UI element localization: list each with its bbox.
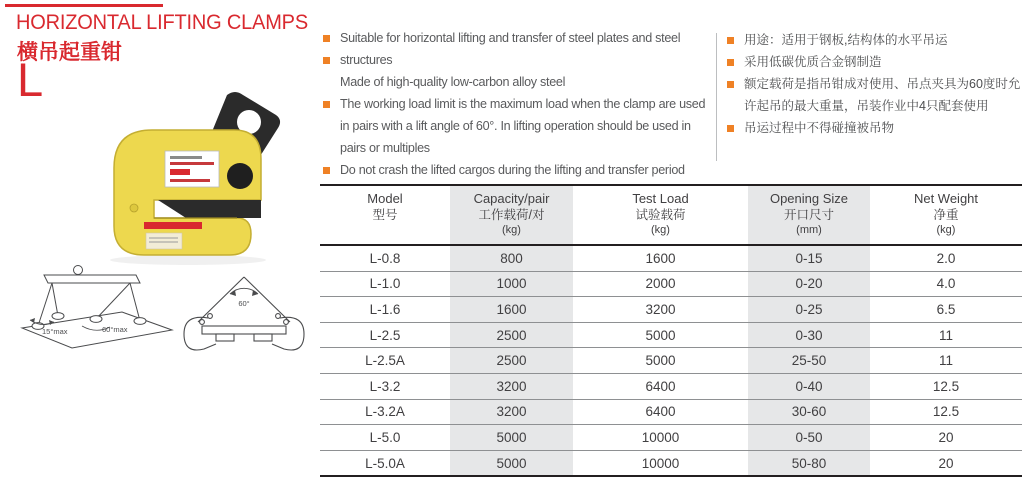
table-row <box>320 348 1022 374</box>
feature-text: Made of high-quality low-carbon alloy steel <box>340 75 566 89</box>
col-label-zh: 试验载荷 <box>635 208 686 222</box>
cell-capacity: 2500 <box>450 348 573 374</box>
feature-line <box>727 117 1019 139</box>
clamp-cam <box>158 200 261 218</box>
table-row <box>320 373 1022 399</box>
col-header-model <box>320 185 450 245</box>
cell-weight: 20 <box>870 450 1022 476</box>
cell-opening: 0-50 <box>748 425 870 451</box>
feature-line <box>323 71 711 93</box>
cell-weight: 11 <box>870 348 1022 374</box>
cell-model: L-3.2A <box>320 399 450 425</box>
col-header-test-load <box>573 185 748 245</box>
feature-line <box>727 95 1019 117</box>
feature-line <box>323 49 711 71</box>
label-line <box>170 162 214 165</box>
col-unit: (kg) <box>936 224 956 236</box>
clamp-glyph <box>52 313 64 320</box>
table-row <box>320 425 1022 451</box>
feature-line <box>323 27 711 49</box>
cell-capacity: 3200 <box>450 399 573 425</box>
pivot-knob <box>227 163 253 189</box>
feature-text: 吊运过程中不得碰撞被吊物 <box>744 121 895 135</box>
cell-opening: 25-50 <box>748 348 870 374</box>
feature-line <box>323 137 711 159</box>
table-row <box>320 271 1022 297</box>
cell-test-load: 5000 <box>573 322 748 348</box>
col-label-en: Net Weight <box>913 191 979 206</box>
col-label-en: Model <box>367 191 403 206</box>
feature-text: Do not crash the lifted cargos during the lifting and transfer period <box>340 163 685 177</box>
feature-line <box>727 73 1019 95</box>
cell-test-load: 5000 <box>573 348 748 374</box>
feature-line <box>727 29 1019 51</box>
cell-test-load: 6400 <box>573 373 748 399</box>
usage-diagram-spreader <box>16 262 180 370</box>
cell-opening: 0-25 <box>748 297 870 323</box>
label-line <box>170 179 210 182</box>
page-title-en: HORIZONTAL LIFTING CLAMPS <box>16 10 308 34</box>
col-header-opening <box>748 185 870 245</box>
cell-model: L-2.5A <box>320 348 450 374</box>
feature-text: structures <box>340 53 393 67</box>
cell-opening: 50-80 <box>748 450 870 476</box>
feature-line <box>323 93 711 115</box>
cell-model: L-5.0A <box>320 450 450 476</box>
cell-capacity: 5000 <box>450 425 573 451</box>
plate-tab <box>216 334 234 341</box>
cell-capacity: 2500 <box>450 322 573 348</box>
col-label-zh: 净重 <box>933 208 959 222</box>
clamp-glyph <box>134 318 146 325</box>
cell-capacity: 1000 <box>450 271 573 297</box>
feature-list-en <box>323 27 711 181</box>
cell-opening: 0-15 <box>748 245 870 271</box>
cell-weight: 20 <box>870 425 1022 451</box>
cell-test-load: 2000 <box>573 271 748 297</box>
col-label-zh: 开口尺寸 <box>783 208 834 222</box>
cell-opening: 0-20 <box>748 271 870 297</box>
table-row <box>320 322 1022 348</box>
bullet-square-icon <box>323 167 330 174</box>
col-unit: (kg) <box>502 224 521 236</box>
cell-opening: 30-60 <box>748 399 870 425</box>
cell-model: L-1.0 <box>320 271 450 297</box>
feature-text: 许起吊的最大重量，吊装作业中4只配套使用 <box>744 99 989 113</box>
col-header-capacity <box>450 185 573 245</box>
clamp-body <box>114 130 261 255</box>
feature-line <box>323 115 711 137</box>
cell-test-load: 3200 <box>573 297 748 323</box>
cell-weight: 4.0 <box>870 271 1022 297</box>
clamp-glyph <box>90 316 102 323</box>
cell-test-load: 1600 <box>645 250 676 266</box>
spreader-beam <box>44 275 140 283</box>
col-label-en: Test Load <box>632 191 689 206</box>
table-row <box>320 245 1022 271</box>
feature-text: 用途：适用于钢板,结构体的水平吊运 <box>744 33 948 47</box>
page-title-zh: 横吊起重钳 <box>17 41 122 64</box>
col-unit: (kg) <box>651 224 670 236</box>
body-bolt <box>130 204 138 212</box>
feature-line <box>727 51 1019 73</box>
col-label-en: Opening Size <box>769 191 849 206</box>
bullet-square-icon <box>323 101 330 108</box>
col-unit: (mm) <box>796 224 822 236</box>
table-row <box>320 297 1022 323</box>
feature-text: pairs or multiples <box>340 141 430 155</box>
accent-rule <box>5 4 163 7</box>
bullet-square-icon <box>323 57 330 64</box>
warning-sticker <box>146 233 182 249</box>
col-header-weight <box>870 185 1022 245</box>
label-red-band <box>170 169 190 175</box>
spec-table <box>320 184 1022 477</box>
cell-opening: 0-40 <box>748 373 870 399</box>
plate-tab <box>254 334 272 341</box>
cell-model: L-0.8 <box>369 250 401 266</box>
product-photo-clamp <box>88 88 300 268</box>
bullet-square-icon <box>727 37 734 44</box>
spec-table-container <box>320 184 1022 477</box>
feature-text: 采用低碳优质合金钢制造 <box>744 55 882 69</box>
col-label-zh: 工作载荷/对 <box>478 208 545 222</box>
cell-capacity: 5000 <box>450 450 573 476</box>
cell-model: L-3.2 <box>320 373 450 399</box>
column-divider <box>716 33 717 161</box>
usage-diagram-angle <box>178 270 310 362</box>
hook-ring <box>74 266 83 275</box>
feature-text: 额定载荷是指吊钳成对使用、吊点夹具为60度时允 <box>744 77 1021 91</box>
cell-test-load: 10000 <box>573 450 748 476</box>
cell-model: L-2.5 <box>320 322 450 348</box>
feature-text: The working load limit is the maximum load when the clamp are used <box>340 97 706 111</box>
table-row <box>320 399 1022 425</box>
cell-test-load: 10000 <box>573 425 748 451</box>
cell-weight: 12.5 <box>870 373 1022 399</box>
feature-line <box>323 159 711 181</box>
cell-model: L-5.0 <box>320 425 450 451</box>
bullet-square-icon <box>727 59 734 66</box>
series-letter: L <box>17 53 44 106</box>
feature-list-zh <box>727 29 1019 139</box>
cell-capacity: 1600 <box>450 297 573 323</box>
feature-text: Suitable for horizontal lifting and transfer of steel plates and steel <box>340 31 681 45</box>
angle-label-60: 60° <box>238 299 250 308</box>
cell-weight: 11 <box>870 322 1022 348</box>
cell-test-load: 6400 <box>573 399 748 425</box>
cell-weight: 6.5 <box>870 297 1022 323</box>
col-unit <box>320 224 450 237</box>
angle-label-15: 15°max <box>42 327 68 336</box>
cell-capacity: 800 <box>450 245 573 271</box>
cell-model: L-1.6 <box>320 297 450 323</box>
cell-weight: 2.0 <box>936 250 956 266</box>
bullet-square-icon <box>323 35 330 42</box>
angle-label-60max: 60°max <box>102 325 128 334</box>
bullet-square-icon <box>727 125 734 132</box>
label-line <box>170 156 202 159</box>
cell-weight: 12.5 <box>870 399 1022 425</box>
header-row <box>320 185 1022 245</box>
col-label-en: Capacity/pair <box>473 191 550 206</box>
jaw-red-stripe <box>144 222 202 229</box>
feature-text: in pairs with a lift angle of 60°. In lifting operation should be used in <box>340 119 691 133</box>
col-label-zh: 型号 <box>372 208 398 222</box>
cell-opening: 0-30 <box>748 322 870 348</box>
cell-capacity: 3200 <box>450 373 573 399</box>
plate-side <box>202 326 286 334</box>
bullet-square-icon <box>727 81 734 88</box>
table-row <box>320 450 1022 476</box>
